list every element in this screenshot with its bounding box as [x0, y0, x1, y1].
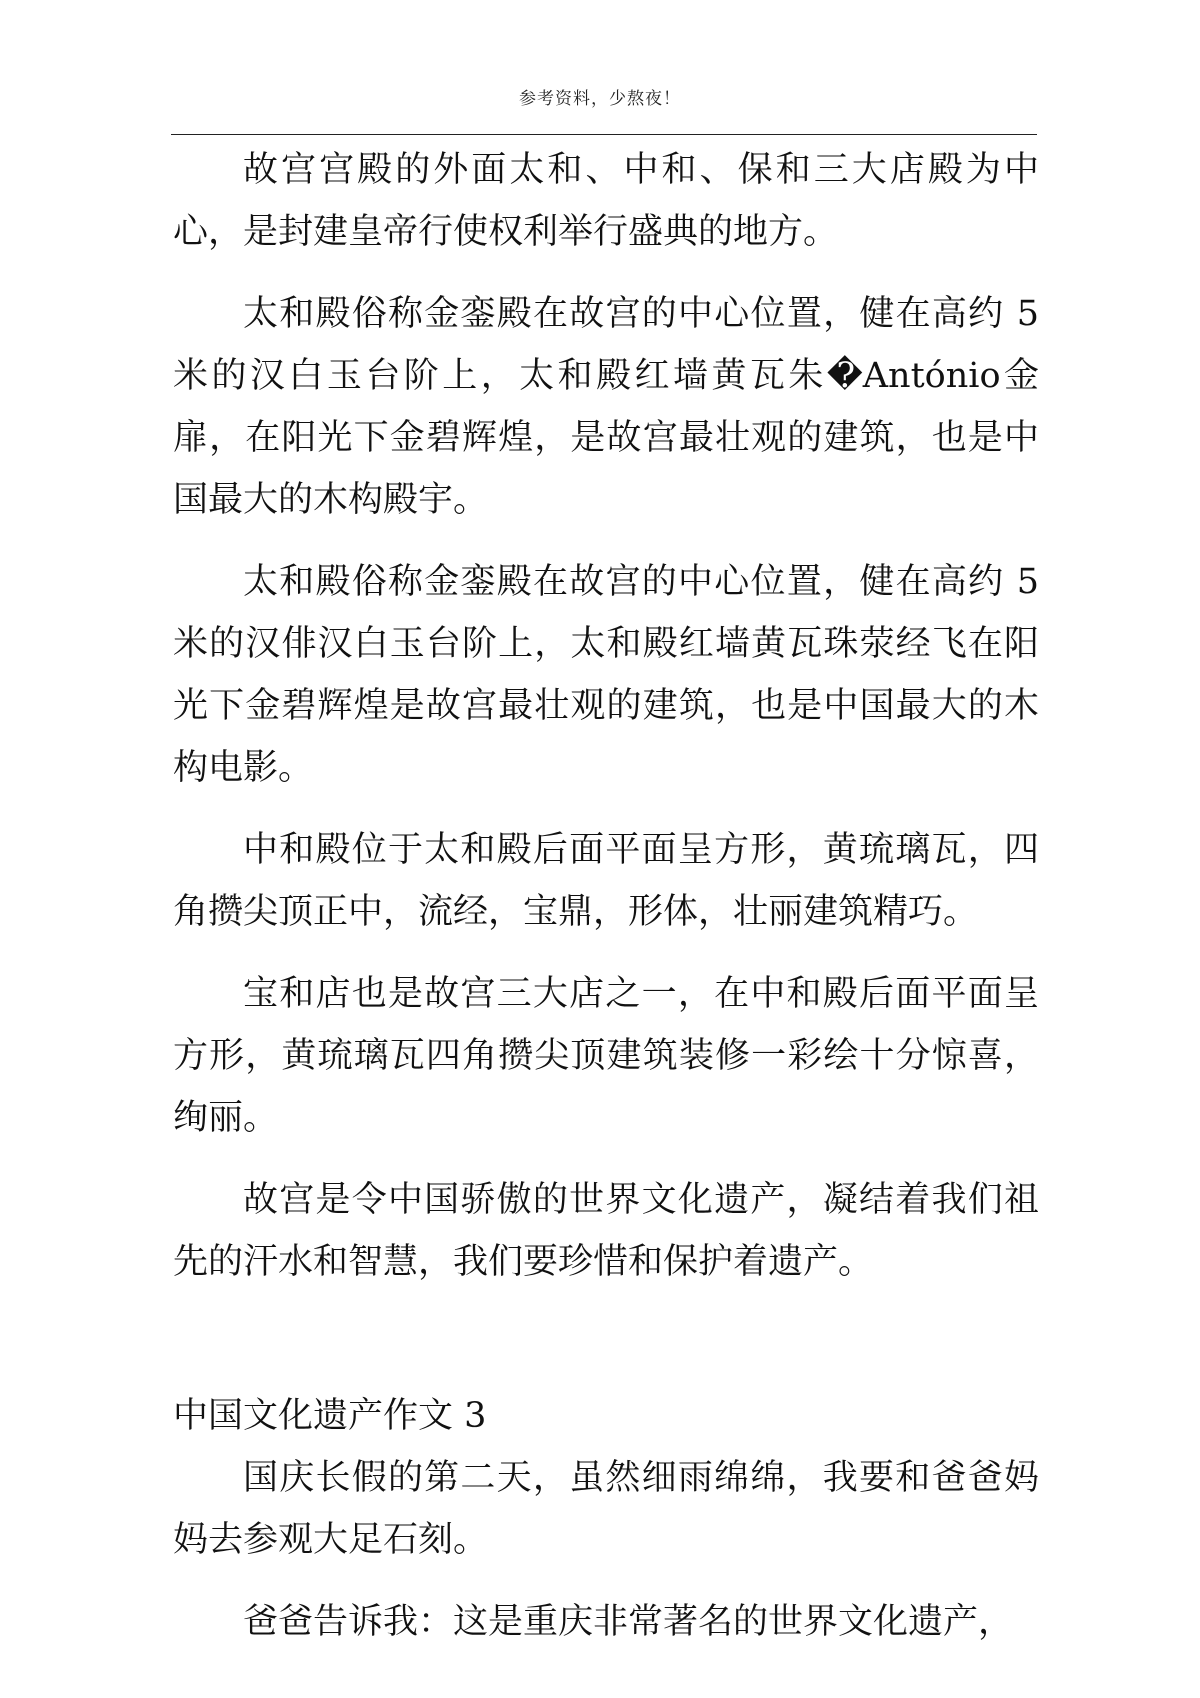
paragraph: 太和殿俗称金銮殿在故宫的中心位置，健在高约 5 米的汉俳汉白玉台阶上，太和殿红墙黄瓦珠荥经飞在阳光下金碧辉煌是故宫最壮观的建筑，也是中国最大的木构电影。: [173, 562, 1039, 788]
page-header: 参考资料，少熬夜！: [519, 89, 681, 109]
paragraph: 中和殿位于太和殿后面平面呈方形，黄琉璃瓦，四角攒尖顶正中，流经，宝鼎，形体，壮丽建筑精巧。: [173, 830, 1039, 932]
header-divider: [171, 134, 1037, 135]
document-body: [173, 139, 1039, 1653]
paragraph: 宝和店也是故宫三大店之一，在中和殿后面平面呈方形，黄琉璃瓦四角攒尖顶建筑装修一彩绘十分惊喜，绚丽。: [173, 974, 1039, 1138]
paragraph: 太和殿俗称金銮殿在故宫的中心位置，健在高约 5 米的汉白玉台阶上，太和殿红墙黄瓦朱�António金扉，在阳光下金碧辉煌，是故宫最壮观的建筑，也是中国最大的木构殿宇。: [173, 294, 1039, 520]
paragraph: 故宫是令中国骄傲的世界文化遗产，凝结着我们祖先的汗水和智慧，我们要珍惜和保护着遗产。: [173, 1180, 1039, 1282]
paragraph: 爸爸告诉我：这是重庆非常著名的世界文化遗产，: [243, 1602, 1014, 1642]
paragraph: 故宫宫殿的外面太和、中和、保和三大店殿为中心，是封建皇帝行使权利举行盛典的地方。: [173, 150, 1039, 252]
paragraph: 国庆长假的第二天，虽然细雨绵绵，我要和爸爸妈妈去参观大足石刻。: [173, 1458, 1039, 1560]
section-heading: 中国文化遗产作文 3: [173, 1396, 487, 1436]
